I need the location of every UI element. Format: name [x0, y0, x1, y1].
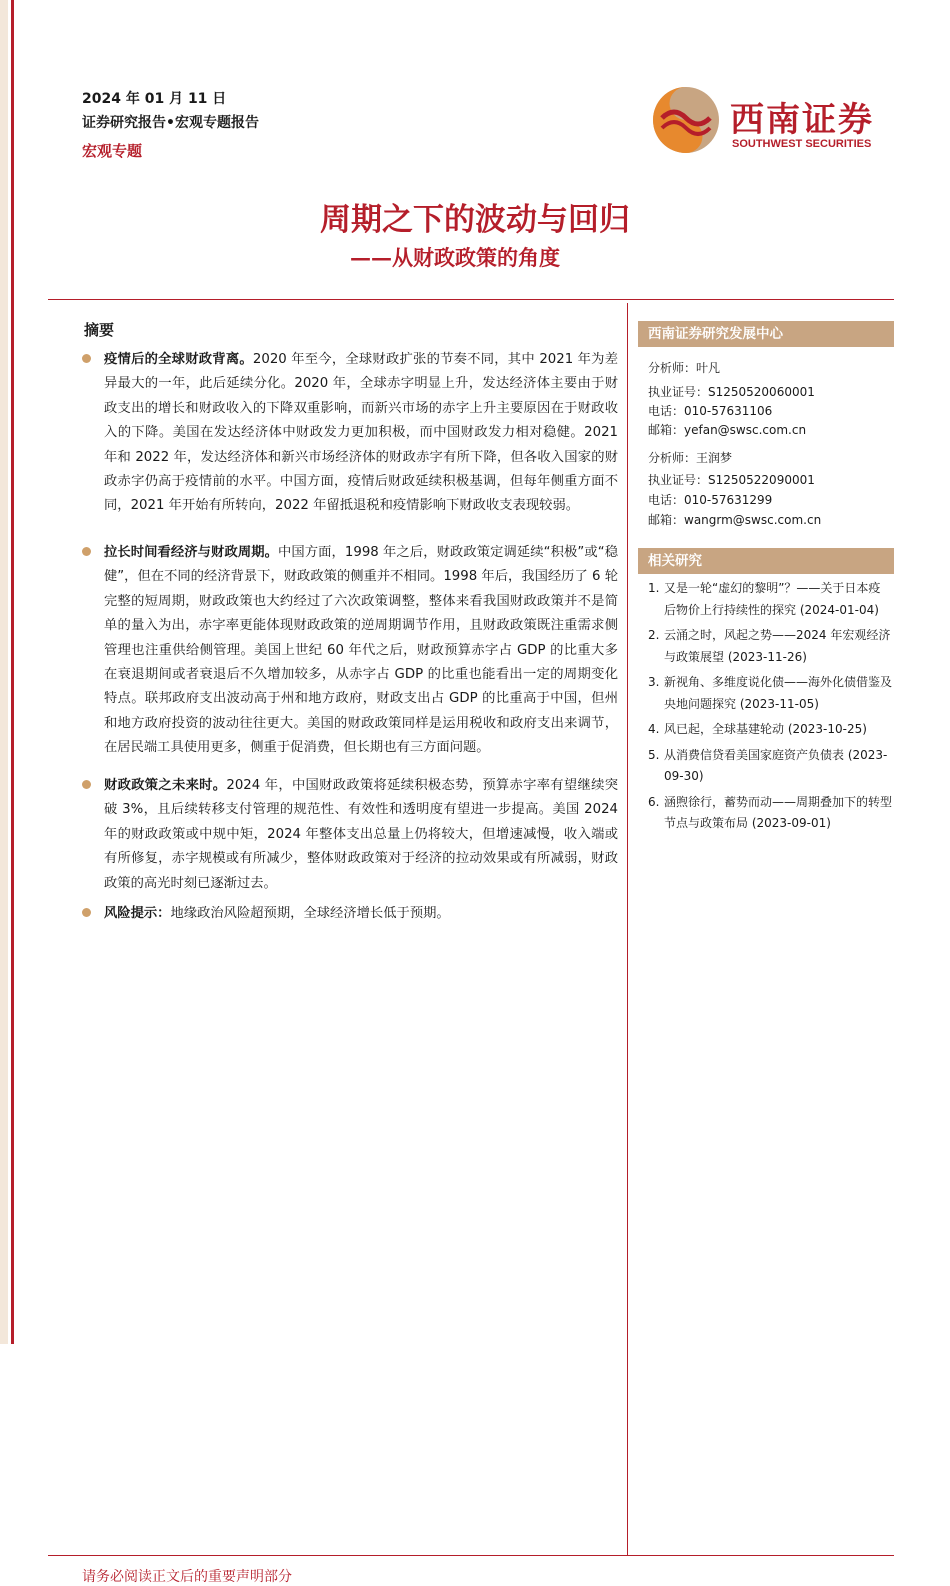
abstract-bullet: [82, 348, 618, 519]
list-item-number: 3.: [648, 675, 660, 689]
related-research-list: [648, 578, 892, 839]
footer-divider: [48, 1555, 894, 1556]
list-item[interactable]: [648, 792, 892, 835]
page-subtitle: ——从财政政策的角度: [350, 245, 560, 270]
list-item[interactable]: [648, 578, 892, 621]
bullet-body: 2020 年至今，全球财政扩张的节奏不同，其中 2021 年为差异最大的一年，此后延续分化。2020 年，全球赤字明显上升，发达经济体主要由于财政支出的增长和财政收入的下降双重影响，而新兴市场的赤字上升主要原因在于财政收入的下降。美国在发达经济体中财政发力更加积极，而中国财政发力相对稳健。2021 年和 2022 年，发达经济体和新兴市场经济体的财政赤字有所下降，但各收入国家的财政赤字仍高于疫情前的水平。中国方面，疫情后财政延续积极基调，但每年侧重方面不同，2021 年开始有所转向，2022 年留抵退税和疫情影响下财政收支表现较弱。: [104, 352, 619, 514]
analyst-license: 执业证号：S1250522090001: [648, 473, 815, 487]
abstract-bullet: [82, 774, 618, 896]
report-subtype: 宏观专题: [82, 142, 143, 160]
logo-chinese-name: 西南证券: [730, 100, 874, 140]
logo-english-name: SOUTHWEST SECURITIES: [732, 138, 872, 150]
analyst-name: 分析师：王润梦: [648, 451, 733, 465]
analyst-email[interactable]: 邮箱：wangrm@swsc.com.cn: [648, 513, 822, 527]
list-item-text: 涵煦徐行，蓄势而动——周期叠加下的转型节点与政策布局 (2023-09-01): [664, 794, 893, 830]
list-item-number: 2.: [648, 628, 660, 642]
column-divider: [627, 303, 628, 1555]
bullet-lead: 风险提示：: [104, 906, 171, 921]
bullet-text: [104, 348, 618, 519]
list-item[interactable]: [648, 719, 892, 741]
list-item[interactable]: [648, 745, 892, 788]
related-research-title: 相关研究: [638, 548, 894, 574]
header-divider: [48, 299, 894, 300]
bullet-dot-icon: [82, 547, 91, 556]
list-item-text: 云涌之时，风起之势——2024 年宏观经济与政策展望 (2023-11-26): [664, 628, 891, 664]
analyst-license: 执业证号：S1250520060001: [648, 385, 815, 399]
bullet-lead: 拉长时间看经济与财政周期。: [104, 545, 278, 560]
analyst-phone: 电话：010-57631106: [648, 404, 773, 418]
list-item-text: 又是一轮“虚幻的黎明”？——关于日本疫后物价上行持续性的探究 (2024-01-04): [664, 581, 881, 617]
list-item-number: 4.: [648, 722, 660, 736]
list-item-text: 从消费信贷看美国家庭资产负债表 (2023-09-30): [664, 747, 888, 783]
list-item-number: 5.: [648, 747, 660, 762]
bullet-dot-icon: [82, 780, 91, 789]
abstract-bullet: [82, 541, 618, 761]
page-title: 周期之下的波动与回归: [320, 202, 630, 238]
list-item-text: 新视角、多维度说化债——海外化债借鉴及央地问题探究 (2023-11-05): [664, 675, 893, 711]
abstract-bullet: [82, 902, 618, 926]
abstract-heading: 摘要: [84, 321, 115, 339]
bullet-dot-icon: [82, 908, 91, 917]
analyst-name: 分析师：叶凡: [648, 361, 721, 375]
bullet-text: [104, 902, 618, 926]
report-type: 证券研究报告•宏观专题报告: [82, 115, 259, 131]
logo-emblem-icon: [650, 84, 722, 156]
bullet-body: 地缘政治风险超预期，全球经济增长低于预期。: [170, 906, 450, 921]
bullet-lead: 财政政策之未来时。: [104, 778, 227, 793]
analyst-email[interactable]: 邮箱：yefan@swsc.com.cn: [648, 423, 807, 437]
report-date: 2024 年 01 月 11 日: [82, 91, 227, 107]
bullet-lead: 疫情后的全球财政背离。: [104, 352, 253, 367]
list-item[interactable]: [648, 672, 892, 715]
bullet-body: 中国方面，1998 年之后，财政政策定调延续“积极”或“稳健”，但在不同的经济背景下，财政政策的侧重并不相同。1998 年后，我国经历了 6 轮完整的短周期，财政政策也大约经过了六次政策调整，整体来看我国财政政策并不是简单的量入为出，赤字率更能体现财政政策的逆周期调节作用，且财政政策既注重需求侧管理也注重供给侧管理。美国上世纪 60 年代之后，财政预算赤字占 GDP 的比重大多在衰退期间或者衰退后不久增加较多，从赤字占 GDP 的比重也能看出一定的周期变化特点。联邦政府支出波动高于州和地方政府，财政支出占 GDP 的比重高于中国，但州和地方政府投资的波动往往更大。美国的财政政策同样是运用税收和政府支出来调节，在居民端工具使用更多，侧重于促消费，但长期也有三方面问题。: [104, 545, 619, 756]
research-center-title: 西南证券研究发展中心: [638, 321, 894, 347]
list-item-number: 6.: [648, 794, 660, 809]
bullet-dot-icon: [82, 354, 91, 363]
footer-notice: 请务必阅读正文后的重要声明部分: [82, 1569, 292, 1585]
analyst-phone: 电话：010-57631299: [648, 493, 773, 507]
bullet-body: 2024 年，中国财政政策将延续积极态势，预算赤字率有望继续突破 3%，且后续转移支付管理的规范性、有效性和透明度有望进一步提高。美国 2024 年的财政政策或中规中矩，2024 年整体支出总量上仍将较大，但增速减慢，收入端或有所修复，赤字规模或有所减少，整体财政政策对于经济的拉动效果或有所减弱，财政政策的高光时刻已逐渐过去。: [104, 778, 618, 891]
list-item[interactable]: [648, 625, 892, 668]
company-logo: [646, 82, 886, 162]
bullet-text: [104, 541, 618, 761]
list-item-number: 1.: [648, 581, 660, 595]
list-item-text: 风已起，全球基建轮动 (2023-10-25): [664, 722, 867, 736]
bullet-text: [104, 774, 618, 896]
